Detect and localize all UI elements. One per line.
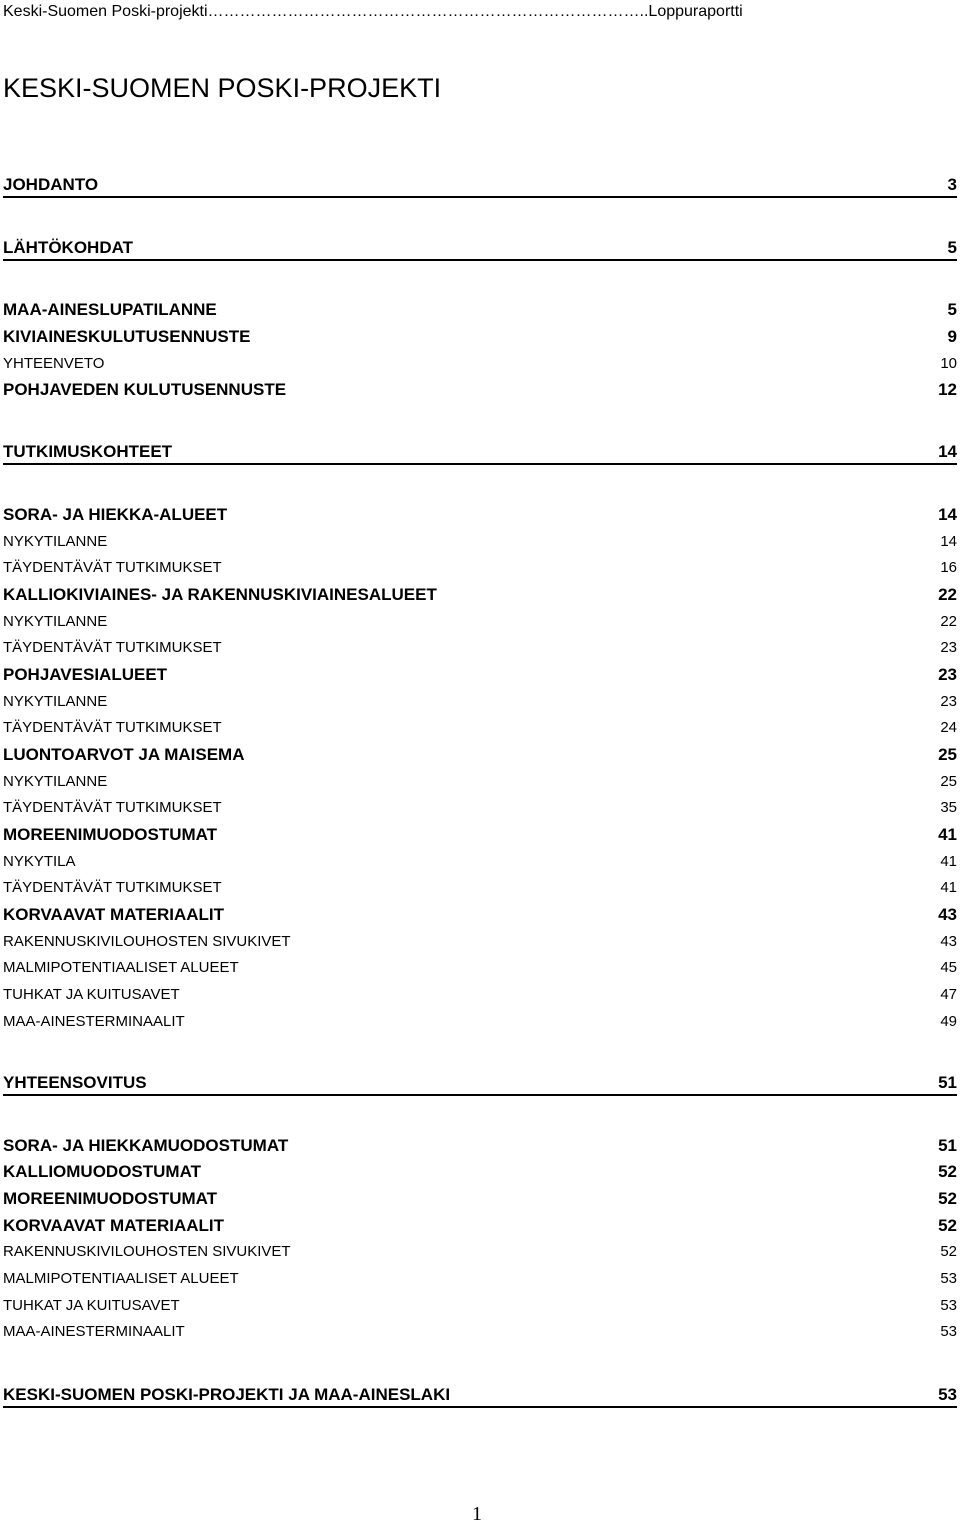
toc-entry[interactable] [3, 353, 957, 375]
toc-entry[interactable] [3, 1321, 957, 1343]
toc-entry-label: YHTEENVETO [3, 355, 105, 372]
toc-entry-page: 52 [938, 1189, 957, 1208]
toc-entry[interactable] [3, 797, 957, 819]
toc-entry[interactable] [3, 557, 957, 579]
toc-entry-page: 49 [940, 1013, 957, 1030]
toc-entry[interactable] [3, 441, 957, 465]
header-dot-leader: ……………………………………………………………………….. [207, 3, 649, 20]
toc-entry[interactable] [3, 174, 957, 198]
toc-entry-label: SORA- JA HIEKKA-ALUEET [3, 505, 228, 524]
toc-entry-label: LÄHTÖKOHDAT [3, 238, 133, 257]
toc-entry-page: 12 [938, 380, 957, 399]
toc-entry[interactable] [3, 877, 957, 899]
toc-entry-label: TUHKAT JA KUITUSAVET [3, 986, 180, 1003]
toc-entry-label: KESKI-SUOMEN POSKI-PROJEKTI JA MAA-AINESLAKI [3, 1385, 451, 1404]
toc-entry[interactable] [3, 611, 957, 633]
toc-entry[interactable] [3, 299, 957, 321]
toc-entry[interactable] [3, 379, 957, 401]
toc-entry-page: 52 [938, 1162, 957, 1181]
toc-entry-page: 22 [938, 585, 957, 604]
toc-entry-page: 35 [940, 799, 957, 816]
toc-entry-label: KORVAAVAT MATERIAALIT [3, 905, 224, 924]
table-of-contents [3, 0, 957, 1524]
toc-entry-page: 52 [938, 1216, 957, 1235]
toc-entry-label: POHJAVEDEN KULUTUSENNUSTE [3, 380, 287, 399]
toc-entry-label: RAKENNUSKIVILOUHOSTEN SIVUKIVET [3, 1243, 291, 1260]
toc-entry-label: TUTKIMUSKOHTEET [3, 442, 173, 461]
toc-entry-label: NYKYTILANNE [3, 613, 108, 630]
header-left-text: Keski-Suomen Poski-projekti [3, 3, 208, 20]
toc-entry-label: POHJAVESIALUEET [3, 665, 168, 684]
toc-entry-page: 9 [947, 327, 957, 346]
toc-entry-label: TÄYDENTÄVÄT TUTKIMUKSET [3, 799, 222, 816]
toc-entry-label: KALLIOMUODOSTUMAT [3, 1162, 201, 1181]
toc-entry[interactable] [3, 584, 957, 606]
header-right-text: Loppuraportti [648, 3, 743, 20]
page-number: 1 [472, 1503, 482, 1525]
toc-entry[interactable] [3, 1241, 957, 1263]
toc-entry-page: 53 [938, 1385, 957, 1404]
toc-entry-label: MAA-AINESTERMINAALIT [3, 1323, 185, 1340]
toc-entry-page: 41 [940, 853, 957, 870]
toc-entry-label: TÄYDENTÄVÄT TUTKIMUKSET [3, 879, 222, 896]
toc-entry-page: 51 [938, 1136, 957, 1155]
toc-entry-label: JOHDANTO [3, 175, 99, 194]
toc-entry-page: 51 [938, 1073, 957, 1092]
toc-entry-label: MOREENIMUODOSTUMAT [3, 1189, 218, 1208]
toc-entry[interactable] [3, 326, 957, 348]
toc-entry-page: 5 [947, 238, 957, 257]
toc-entry-page: 41 [938, 825, 957, 844]
toc-entry[interactable] [3, 531, 957, 553]
toc-entry-page: 47 [940, 986, 957, 1003]
toc-entry-page: 53 [940, 1297, 957, 1314]
toc-entry-label: NYKYTILANNE [3, 773, 108, 790]
toc-entry-page: 23 [940, 693, 957, 710]
toc-entry[interactable] [3, 1295, 957, 1317]
toc-entry[interactable] [3, 504, 957, 526]
toc-entry[interactable] [3, 1072, 957, 1096]
toc-entry-label: TÄYDENTÄVÄT TUTKIMUKSET [3, 719, 222, 736]
toc-entry-page: 43 [938, 905, 957, 924]
toc-entry-label: TÄYDENTÄVÄT TUTKIMUKSET [3, 559, 222, 576]
toc-entry-page: 45 [940, 959, 957, 976]
toc-entry-page: 14 [940, 533, 957, 550]
toc-entry-label: MOREENIMUODOSTUMAT [3, 825, 218, 844]
toc-entry-label: KIVIAINESKULUTUSENNUSTE [3, 327, 251, 346]
toc-entry-label: TUHKAT JA KUITUSAVET [3, 1297, 180, 1314]
toc-entry[interactable] [3, 1215, 957, 1237]
toc-entry[interactable] [3, 904, 957, 926]
toc-entry-page: 14 [938, 442, 957, 461]
toc-entry[interactable] [3, 851, 957, 873]
toc-entry-label: MALMIPOTENTIAALISET ALUEET [3, 1270, 239, 1287]
toc-entry-page: 25 [938, 745, 957, 764]
toc-entry-page: 23 [940, 639, 957, 656]
toc-entry-label: MALMIPOTENTIAALISET ALUEET [3, 959, 239, 976]
toc-entry-page: 43 [940, 933, 957, 950]
toc-entry-page: 24 [940, 719, 957, 736]
toc-entry[interactable] [3, 1268, 957, 1290]
toc-entry-label: YHTEENSOVITUS [3, 1073, 147, 1092]
toc-entry-page: 23 [938, 665, 957, 684]
toc-entry[interactable] [3, 984, 957, 1006]
toc-entry[interactable] [3, 691, 957, 713]
toc-entry-label: KORVAAVAT MATERIAALIT [3, 1216, 224, 1235]
toc-entry-page: 10 [940, 355, 957, 372]
toc-entry[interactable] [3, 717, 957, 739]
toc-entry[interactable] [3, 664, 957, 686]
toc-entry-label: MAA-AINESTERMINAALIT [3, 1013, 185, 1030]
toc-entry[interactable] [3, 1188, 957, 1210]
toc-entry-label: RAKENNUSKIVILOUHOSTEN SIVUKIVET [3, 933, 291, 950]
toc-entry[interactable] [3, 931, 957, 953]
toc-entry-label: SORA- JA HIEKKAMUODOSTUMAT [3, 1136, 289, 1155]
toc-entry-label: LUONTOARVOT JA MAISEMA [3, 745, 245, 764]
toc-entry[interactable] [3, 1384, 957, 1408]
toc-entry[interactable] [3, 637, 957, 659]
toc-entry-page: 22 [940, 613, 957, 630]
toc-entry-label: NYKYTILANNE [3, 693, 108, 710]
toc-entry-page: 25 [940, 773, 957, 790]
toc-entry[interactable] [3, 1161, 957, 1183]
toc-entry-label: KALLIOKIVIAINES- JA RAKENNUSKIVIAINESALUEET [3, 585, 437, 604]
toc-entry[interactable] [3, 771, 957, 793]
toc-entry[interactable] [3, 237, 957, 261]
toc-entry-page: 3 [947, 175, 957, 194]
toc-entry[interactable] [3, 1011, 957, 1033]
toc-entry-page: 52 [940, 1243, 957, 1260]
toc-entry-label: MAA-AINESLUPATILANNE [3, 300, 217, 319]
toc-entry-label: NYKYTILANNE [3, 533, 108, 550]
toc-entry-label: TÄYDENTÄVÄT TUTKIMUKSET [3, 639, 222, 656]
toc-entry-label: NYKYTILA [3, 853, 76, 870]
toc-entry-page: 14 [938, 505, 957, 524]
toc-entry-page: 5 [947, 300, 957, 319]
toc-entry[interactable] [3, 744, 957, 766]
document-title: KESKI-SUOMEN POSKI-PROJEKTI [3, 73, 442, 103]
toc-entry[interactable] [3, 1135, 957, 1157]
toc-entry-page: 53 [940, 1323, 957, 1340]
toc-entry-page: 16 [940, 559, 957, 576]
toc-entry-page: 41 [940, 879, 957, 896]
toc-entry-page: 53 [940, 1270, 957, 1287]
toc-entry[interactable] [3, 824, 957, 846]
toc-entry[interactable] [3, 957, 957, 979]
